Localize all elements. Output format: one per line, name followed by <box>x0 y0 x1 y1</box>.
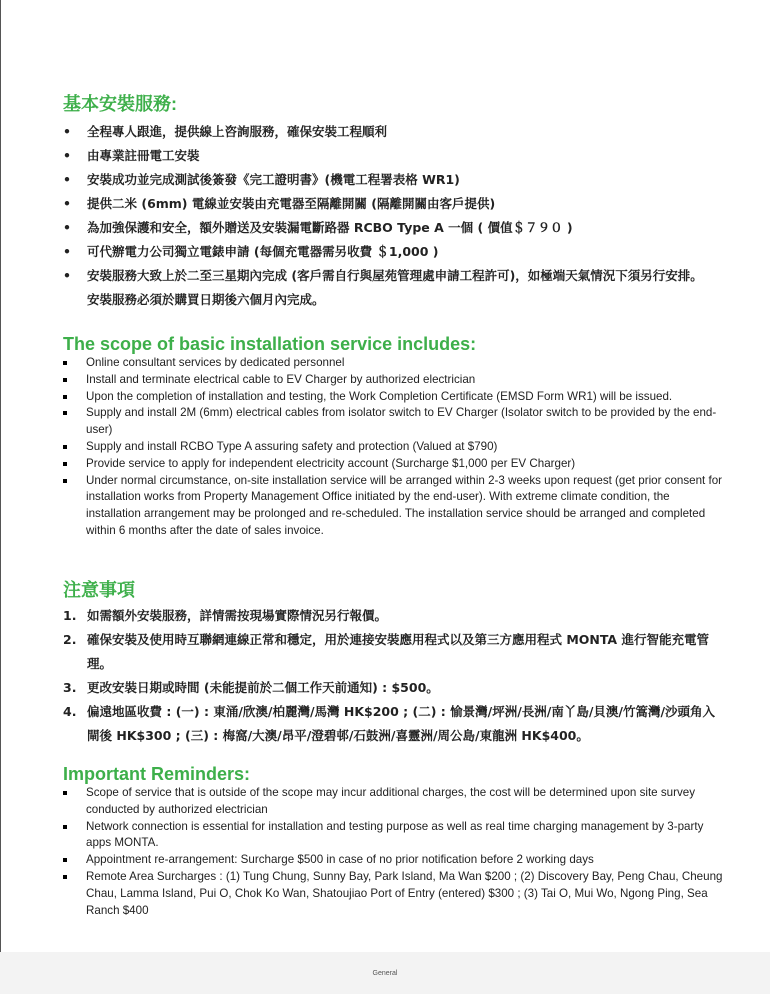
notes-en <box>63 764 723 919</box>
section-title: 基本安裝服務: <box>63 94 177 114</box>
list-item: 1. 如需額外安裝服務，詳情需按現場實際情況另行報價。 <box>63 608 388 623</box>
list-item: Provide service to apply for independent electricity account (Surcharge $1,000 per EV Charger) <box>63 456 723 473</box>
list-item: Supply and install RCBO Type A assuring safety and protection (Valued at $790) <box>63 439 723 456</box>
page-edge <box>0 0 1 994</box>
list-item: Appointment re-arrangement: Surcharge $500 in case of no prior notification before 2 working days <box>63 852 723 869</box>
list-item: • 由專業註冊電工安裝 <box>63 148 200 163</box>
list-item: 3. 更改安裝日期或時間 (未能提前於二個工作天前通知) : $500。 <box>63 680 439 695</box>
section-title: The scope of basic installation service includes: <box>63 334 477 354</box>
list <box>63 604 723 748</box>
list-item: • 安裝服務大致上於二至三星期內完成 (客戶需自行與屋苑管理處申請工程許可)，如極端天氣情況下須另行安排。安裝服務必須於購買日期後六個月內完成。 <box>63 268 703 307</box>
list <box>63 785 723 919</box>
list-item: 2. 確保安裝及使用時互聯網連線正常和穩定，用於連接安裝應用程式以及第三方應用程式 MONTA 進行智能充電管理。 <box>63 632 709 671</box>
list-item: • 提供二米 (6mm) 電線並安裝由充電器至隔離開關 (隔離開關由客戶提供) <box>63 196 496 211</box>
list-item: Network connection is essential for installation and testing purpose as well as real time charging management by 3-party apps MONTA. <box>63 819 723 853</box>
list <box>63 120 723 312</box>
footer <box>0 952 770 994</box>
list-item: • 全程專人跟進，提供線上咨詢服務，確保安裝工程順利 <box>63 124 388 139</box>
classification-label: General <box>372 970 398 977</box>
basic-service-en <box>63 334 723 540</box>
list-item: Online consultant services by dedicated personnel <box>63 355 723 372</box>
list-item: Install and terminate electrical cable to EV Charger by authorized electrician <box>63 372 723 389</box>
list-item: 4. 偏遠地區收費 : (一) : 東涌/欣澳/柏麗灣/馬灣 HK$200 ; (二) : 愉景灣/坪洲/長洲/南丫島/貝澳/竹篙灣/沙頭角入閘後 HK$300 ; (三) : 梅窩/大澳/昂平/澄碧邨/石鼓洲/喜靈洲/周公島/東龍洲 HK$400。 <box>63 704 716 743</box>
list <box>63 355 723 540</box>
notes-zh <box>63 576 723 748</box>
list-item: • 可代辦電力公司獨立電錶申請 (每個充電器需另收費 ＄1,000 ) <box>63 244 439 259</box>
list-item: Upon the completion of installation and testing, the Work Completion Certificate (EMSD Form WR1) will be issued. <box>63 389 723 406</box>
list-item: Supply and install 2M (6mm) electrical cables from isolator switch to EV Charger (Isolator switch to be provided by the end-user) <box>63 405 723 439</box>
list-item: Scope of service that is outside of the scope may incur additional charges, the cost will be determined upon site survey conducted by authorized electrician <box>63 785 723 819</box>
section-title: 注意事項 <box>63 580 135 600</box>
list-item: Under normal circumstance, on-site installation service will be arranged within 2-3 weeks upon request (get prior consent for installation works from Property Management Office initiated by the end-user). With extreme climate condition, the installation arrangement may be prolonged and re-scheduled. The installation service should be arranged and completed within 6 months after the date of sales invoice. <box>63 473 723 540</box>
section-title: Important Reminders: <box>63 764 251 784</box>
basic-service-zh <box>63 90 723 312</box>
list-item: • 為加強保護和安全，額外贈送及安裝漏電斷路器 RCBO Type A 一個 ( 價值＄７９０ ) <box>63 220 573 235</box>
list-item: Remote Area Surcharges : (1) Tung Chung, Sunny Bay, Park Island, Ma Wan $200 ; (2) Discovery Bay, Peng Chau, Cheung Chau, Lamma Island, Pui O, Chok Ko Wan, Shatoujiao Port of Entry (entered) $300 ; (3) Tai O, Mui Wo, Ngong Ping, Sea Ranch $400 <box>63 869 723 919</box>
list-item: • 安裝成功並完成測試後簽發《完工證明書》(機電工程署表格 WR1) <box>63 172 460 187</box>
